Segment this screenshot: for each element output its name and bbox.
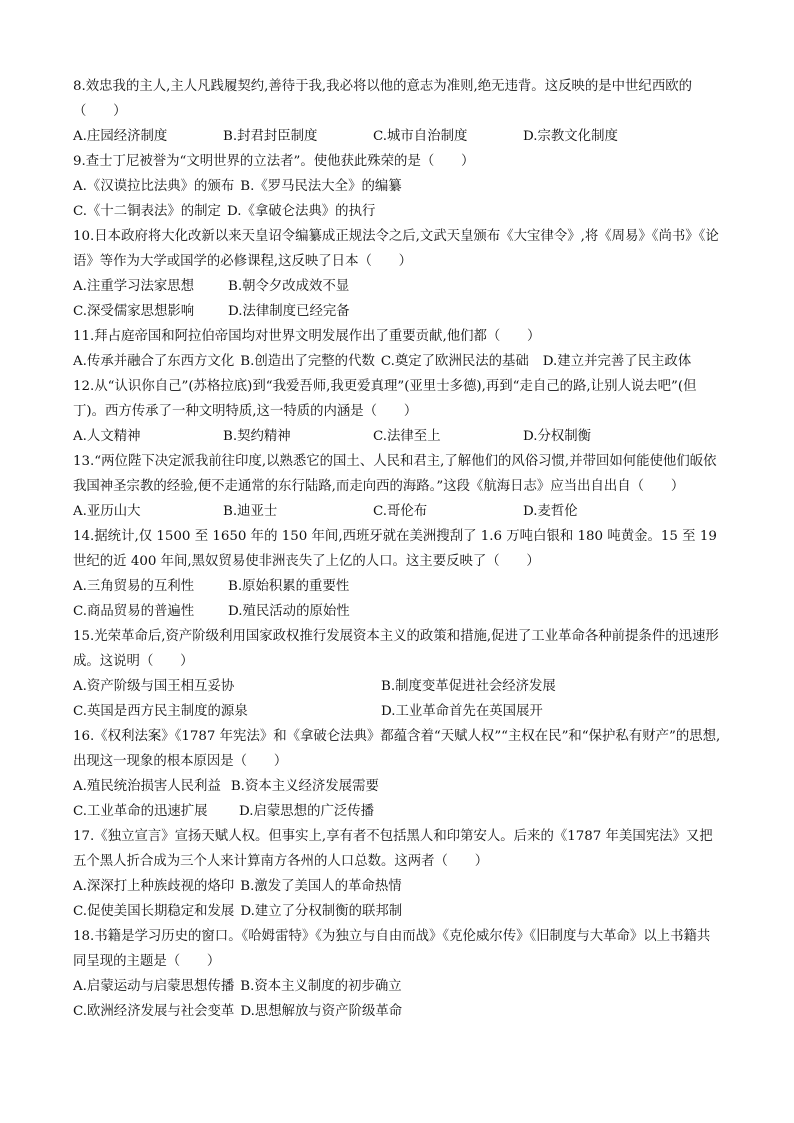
question-stem: 15.光荣革命后,资产阶级利用国家政权推行发展资本主义的政策和措施,促进了工业革命各种前提条件的迅速形成。这说明（ ）	[73, 629, 719, 669]
option-b: B.创造出了完整的代数	[240, 354, 375, 369]
option-d: D.法律制度已经完备	[228, 304, 350, 319]
option-d: D.思想解放与资产阶级革命	[240, 1004, 403, 1019]
options-row	[73, 874, 723, 899]
option-d: D.《拿破仑法典》的执行	[226, 204, 376, 219]
option-b: B.制度变革促进社会经济发展	[381, 679, 556, 694]
question-stem: 11.拜占庭帝国和阿拉伯帝国均对世界文明发展作出了重要贡献,他们都（ ）	[73, 329, 541, 344]
options-row	[73, 774, 723, 799]
option-d: D.建立了分权制衡的联邦制	[240, 904, 403, 919]
option-a: A.注重学习法家思想	[73, 279, 195, 294]
options-row	[73, 699, 723, 724]
option-b: B.迪亚士	[223, 504, 278, 519]
question-13	[73, 449, 723, 524]
question-11	[73, 324, 723, 374]
question-17	[73, 824, 723, 924]
question-9	[73, 149, 723, 224]
option-c: C.工业革命的迅速扩展	[73, 804, 208, 819]
option-a: A.启蒙运动与启蒙思想传播	[73, 979, 235, 994]
option-c: C.哥伦布	[373, 504, 428, 519]
option-b: B.原始积累的重要性	[228, 579, 350, 594]
options-row	[73, 899, 723, 924]
options-row	[73, 124, 723, 149]
option-d: D.工业革命首先在英国展开	[381, 704, 543, 719]
option-b: B.资本主义经济发展需要	[230, 779, 379, 794]
question-stem: 16.《权利法案》《1787 年宪法》和《拿破仑法典》都蕴含着“天赋人权”“主权在民”和“保护私有财产”的思想,出现这一现象的根本原因是（ ）	[73, 729, 721, 769]
option-d: D.麦哲伦	[523, 504, 578, 519]
options-row	[73, 299, 723, 324]
option-c: C.城市自治制度	[373, 129, 468, 144]
option-b: B.《罗马民法大全》的编纂	[240, 179, 402, 194]
question-stem: 9.查士丁尼被誉为“文明世界的立法者”。使他获此殊荣的是（ ）	[73, 154, 475, 169]
option-d: D.殖民活动的原始性	[228, 604, 350, 619]
options-row	[73, 674, 723, 699]
option-b: B.契约精神	[223, 429, 291, 444]
option-d: D.建立并完善了民主政体	[542, 354, 692, 369]
option-a: A.《汉谟拉比法典》的颁布	[73, 179, 235, 194]
option-c: C.商品贸易的普遍性	[73, 604, 195, 619]
option-a: A.传承并融合了东西方文化	[73, 354, 235, 369]
option-a: A.三角贸易的互利性	[73, 579, 195, 594]
option-d: D.宗教文化制度	[523, 129, 618, 144]
question-stem: 17.《独立宣言》宣扬天赋人权。但事实上,享有者不包括黑人和印第安人。后来的《1787 年美国宪法》又把五个黑人折合成为三个人来计算南方各州的人口总数。这两者（ ）	[73, 829, 713, 869]
option-a: A.资产阶级与国王相互妥协	[73, 679, 235, 694]
options-row	[73, 974, 723, 999]
question-stem: 18.书籍是学习历史的窗口。《哈姆雷特》《为独立与自由而战》《克伦威尔传》《旧制度与大革命》以上书籍共同呈现的主题是（ ）	[73, 929, 711, 969]
options-row	[73, 274, 723, 299]
options-row	[73, 999, 723, 1024]
question-12	[73, 374, 723, 449]
option-b: B.封君封臣制度	[223, 129, 318, 144]
option-c: C.《十二铜表法》的制定	[73, 204, 221, 219]
question-stem: 10.日本政府将大化改新以来天皇诏令编纂成正规法令之后,文武天皇颁布《大宝律令》,将《周易》《尚书》《论语》等作为大学或国学的必修课程,这反映了日本（ ）	[73, 229, 719, 269]
question-8	[73, 74, 723, 149]
option-a: A.人文精神	[73, 429, 141, 444]
option-a: A.深深打上种族歧视的烙印	[73, 879, 235, 894]
options-row	[73, 799, 723, 824]
options-row	[73, 599, 723, 624]
exam-page	[73, 74, 723, 1024]
options-row	[73, 199, 723, 224]
question-15	[73, 624, 723, 724]
option-c: C.促使美国长期稳定和发展	[73, 904, 235, 919]
options-row	[73, 174, 723, 199]
question-18	[73, 924, 723, 1024]
options-row	[73, 424, 723, 449]
option-d: D.启蒙思想的广泛传播	[239, 804, 375, 819]
question-stem: 12.从“认识你自己”(苏格拉底)到“我爱吾师,我更爱真理”(亚里士多德),再到“走自己的路,让别人说去吧”(但丁)。西方传承了一种文明特质,这一特质的内涵是（ ）	[73, 379, 697, 419]
option-c: C.法律至上	[373, 429, 441, 444]
question-stem: 8.效忠我的主人,主人凡践履契约,善待于我,我必将以他的意志为准则,绝无违背。这反映的是中世纪西欧的（ ）	[73, 79, 692, 119]
option-a: A.亚历山大	[73, 504, 141, 519]
question-stem: 14.据统计,仅 1500 至 1650 年的 150 年间,西班牙就在美洲搜刮了 1.6 万吨白银和 180 吨黄金。15 至 19 世纪的近 400 年间,黑奴贸易使非洲丧失了上亿的人口。这主要反映了（ ）	[73, 529, 717, 569]
option-b: B.资本主义制度的初步确立	[240, 979, 402, 994]
option-a: A.庄园经济制度	[73, 129, 168, 144]
question-10	[73, 224, 723, 324]
option-c: C.奠定了欧洲民法的基础	[380, 354, 529, 369]
question-stem: 13.“两位陛下决定派我前往印度,以熟悉它的国土、人民和君主,了解他们的风俗习惯,并带回如何能使他们皈依我国神圣宗教的经验,便不走通常的东行陆路,而走向西的海路。”这段《航海日志》应当出自出自（ ）	[73, 454, 717, 494]
option-c: C.深受儒家思想影响	[73, 304, 195, 319]
option-c: C.欧洲经济发展与社会变革	[73, 1004, 235, 1019]
options-row	[73, 349, 723, 374]
options-row	[73, 499, 723, 524]
option-c: C.英国是西方民主制度的源泉	[73, 704, 248, 719]
question-16	[73, 724, 723, 824]
options-row	[73, 574, 723, 599]
option-b: B.激发了美国人的革命热情	[240, 879, 402, 894]
option-d: D.分权制衡	[523, 429, 592, 444]
option-b: B.朝令夕改成效不显	[228, 279, 350, 294]
option-a: A.殖民统治损害人民利益	[73, 779, 221, 794]
question-14	[73, 524, 723, 624]
